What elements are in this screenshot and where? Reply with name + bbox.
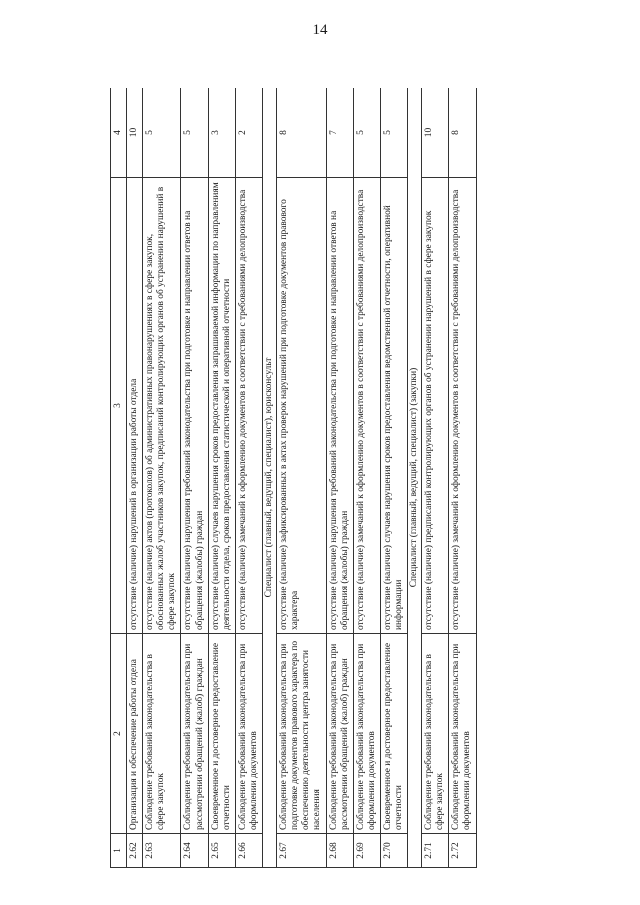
row-area: Соблюдение требований законодательства в сфере закупок <box>143 634 181 834</box>
row-indicator: отсутствие (наличие) нарушения требований законодательства при подготовке и направлении ответов на обращения (жалобы) граждан <box>181 178 208 634</box>
row-indicator: отсутствие (наличие) случаев нарушения сроков предоставления ведомственной отчетности, оперативной информации <box>380 178 407 634</box>
table-row <box>235 88 262 868</box>
row-points: 10 <box>127 88 143 178</box>
row-area: Соблюдение требований законодательства при подготовке документов правового характера по обеспечению деятельности центра занятости населения <box>277 634 326 834</box>
row-number: 2.68 <box>326 834 353 868</box>
row-points: 5 <box>181 88 208 178</box>
row-area: Соблюдение требований законодательства при оформлении документов <box>353 634 380 834</box>
row-indicator: отсутствие (наличие) актов (протоколов) об административных правонарушениях в сфере закупок, обоснованных жалоб участников закупок, предписаний контролирующих органов об устранении нарушений в сфере закупок <box>143 178 181 634</box>
table-row <box>143 88 181 868</box>
row-number: 2.62 <box>127 834 143 868</box>
page-number: 14 <box>312 22 328 38</box>
row-number: 2.64 <box>181 834 208 868</box>
section-title: Специалист (главный, ведущий, специалист) (закупки) <box>408 88 422 868</box>
row-points: 5 <box>353 88 380 178</box>
row-area: Организация и обеспечение работы отдела <box>127 634 143 834</box>
row-area: Соблюдение требований законодательства в сфере закупок <box>422 634 449 834</box>
row-number: 2.65 <box>208 834 235 868</box>
section-header-row <box>263 88 277 868</box>
row-area: Соблюдение требований законодательства при рассмотрении обращений (жалоб) граждан <box>181 634 208 834</box>
row-points: 8 <box>277 88 326 178</box>
rotated-table-frame <box>110 88 590 868</box>
table-row <box>127 88 143 868</box>
section-title: Специалист (главный, ведущий, специалист), юрисконсульт <box>263 88 277 868</box>
row-indicator: отсутствие (наличие) случаев нарушения сроков предоставления запрашиваемой информации по направлениям деятельности отдела, сроков предоставления статистической и оперативной отчетности <box>208 178 235 634</box>
table-header-row <box>111 88 127 868</box>
row-area: Соблюдение требований законодательства при рассмотрении обращений (жалоб) граждан <box>326 634 353 834</box>
row-indicator: отсутствие (наличие) замечаний к оформлению документов в соответствии с требованиями делопроизводства <box>353 178 380 634</box>
header-col-1: 1 <box>111 834 127 868</box>
row-area: Своевременное и достоверное предоставление отчетности <box>380 634 407 834</box>
table-row <box>449 88 476 868</box>
row-number: 2.72 <box>449 834 476 868</box>
header-col-4: 4 <box>111 88 127 178</box>
row-number: 2.63 <box>143 834 181 868</box>
row-indicator: отсутствие (наличие) нарушений в организации работы отдела <box>127 178 143 634</box>
row-number: 2.67 <box>277 834 326 868</box>
header-col-3: 3 <box>111 178 127 634</box>
table-row <box>326 88 353 868</box>
table-row <box>181 88 208 868</box>
row-indicator: отсутствие (наличие) замечаний к оформлению документов в соответствии с требованиями делопроизводства <box>235 178 262 634</box>
row-points: 5 <box>143 88 181 178</box>
row-indicator: отсутствие (наличие) замечаний к оформлению документов в соответствии с требованиями делопроизводства <box>449 178 476 634</box>
row-points: 2 <box>235 88 262 178</box>
row-indicator: отсутствие (наличие) зафиксированных в актах проверок нарушений при подготовке документов правового характера <box>277 178 326 634</box>
criteria-table <box>110 88 477 868</box>
row-area: Соблюдение требований законодательства при оформлении документов <box>449 634 476 834</box>
rotated-table-wrapper <box>110 88 590 868</box>
row-points: 5 <box>380 88 407 178</box>
header-col-2: 2 <box>111 634 127 834</box>
row-number: 2.66 <box>235 834 262 868</box>
row-points: 3 <box>208 88 235 178</box>
row-points: 10 <box>422 88 449 178</box>
row-number: 2.70 <box>380 834 407 868</box>
table-row <box>208 88 235 868</box>
row-area: Соблюдение требований законодательства при оформлении документов <box>235 634 262 834</box>
table-body <box>127 88 476 868</box>
row-number: 2.71 <box>422 834 449 868</box>
table-row <box>422 88 449 868</box>
row-number: 2.69 <box>353 834 380 868</box>
table-row <box>277 88 326 868</box>
row-area: Своевременное и достоверное предоставление отчетности <box>208 634 235 834</box>
section-header-row <box>408 88 422 868</box>
row-indicator: отсутствие (наличие) нарушения требований законодательства при подготовке и направлении ответов на обращения (жалобы) граждан <box>326 178 353 634</box>
table-row <box>353 88 380 868</box>
row-indicator: отсутствие (наличие) предписаний контролирующих органов об устранении нарушений в сфере закупок <box>422 178 449 634</box>
row-points: 8 <box>449 88 476 178</box>
table-row <box>380 88 407 868</box>
row-points: 7 <box>326 88 353 178</box>
